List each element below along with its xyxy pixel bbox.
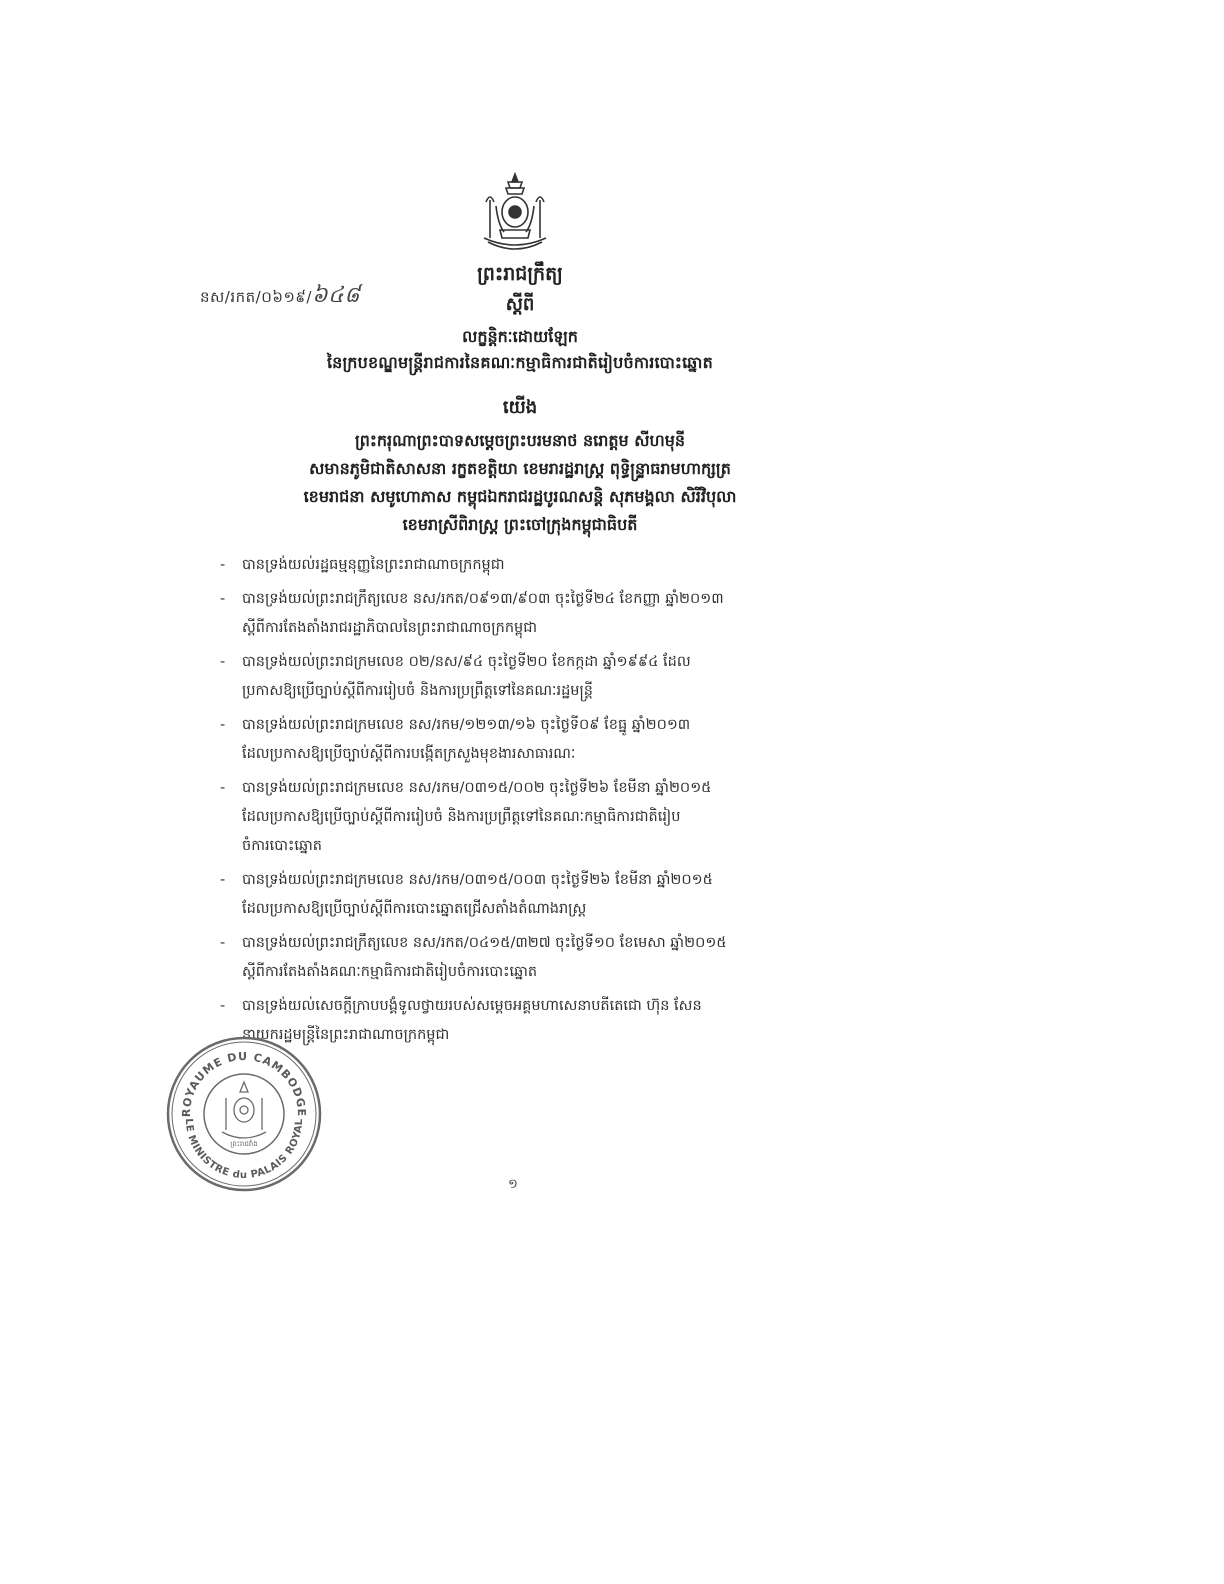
clause-line: បានទ្រង់យល់ព្រះរាជក្រមលេខ នស/រកម/១២១៣/១៦ ចុះថ្ងៃទី០៩ ខែធ្នូ ឆ្នាំ២០១៣ [242,717,691,733]
clause-item [220,648,820,706]
clause-line: បានទ្រង់យល់ព្រះរាជក្រមលេខ នស/រកម/០៣១៥/០០២ ចុះថ្ងៃទី២៦ ខែមីនា ឆ្នាំ២០១៥ [242,780,712,796]
royal-emblem-icon [478,172,552,252]
clause-item [220,866,820,924]
seal-text-top: ROYAUME DU CAMBODGE [179,1049,309,1118]
subject-label: ស្តីពី [505,294,535,315]
subject-line-1: លក្ខន្តិកៈដោយឡែក [462,327,578,346]
we-heading: យើង [502,397,538,418]
clause-dash: - [220,872,226,888]
king-title-line: សមានភូមិជាតិសាសនា រក្ខតខត្តិយា ខេមរារដ្ឋរាស្ត្រ ពុទ្ធិន្ទ្រាធរាមហាក្សត្រ [309,459,731,478]
clause-item [220,774,820,861]
clause-dash: - [220,654,226,670]
king-title-line: ព្រះករុណាព្រះបាទសម្តេចព្រះបរមនាថ នរោត្តម សីហមុនី [354,431,686,450]
clause-item [220,929,820,987]
clause-dash: - [220,591,226,607]
clause-line: ប្រកាសឱ្យប្រើច្បាប់ស្តីពីការរៀបចំ និងការប្រព្រឹត្តទៅនៃគណៈរដ្ឋមន្ត្រី [242,683,594,699]
seal-text-bottom: LE MINISTRE du PALAIS ROYAL [182,1118,306,1182]
clause-item [220,585,820,643]
reference-number-handwritten: ៦៤៨ [311,283,361,308]
clause-line: ចំការបោះឆ្នោត [242,838,323,854]
clause-dash: - [220,717,226,733]
considering-clauses [220,551,820,1055]
clause-line: បានទ្រង់យល់សេចក្តីក្រាបបង្គំទូលថ្វាយរបស់សម្តេចអគ្គមហាសេនាបតីតេជោ ហ៊ុន សែន [242,998,702,1014]
clause-line: ស្តីពីការតែងតាំងរាជរដ្ឋាភិបាលនៃព្រះរាជាណាចក្រកម្ពុជា [242,620,538,636]
king-title-line: ខេមរាស្រីពិរាស្ត្រ ព្រះចៅក្រុងកម្ពុជាធិបតី [402,515,638,534]
clause-item [220,711,820,769]
page-number: ១ [508,1177,518,1192]
clause-dash: - [220,780,226,796]
clause-line: ដែលប្រកាសឱ្យប្រើច្បាប់ស្តីពីការរៀបចំ និងការប្រព្រឹត្តទៅនៃគណៈកម្មាធិការជាតិរៀប [242,809,681,825]
king-title-line: ខេមរាជនា សមូហោភាស កម្ពុជឯករាជរដ្ឋបូរណសន្តិ សុភមង្គលា សិរីវិបុលា [303,487,737,506]
reference-number-printed: នស/រកត/០៦១៩/ [200,288,312,306]
clause-line: ស្តីពីការតែងតាំងគណៈកម្មាធិការជាតិរៀបចំការបោះឆ្នោត [242,964,538,980]
decree-title: ព្រះរាជក្រឹត្យ [477,263,563,285]
seal-inner-text: ព្រះរាជវាំង [230,1140,258,1148]
clause-line: ដែលប្រកាសឱ្យប្រើច្បាប់ស្តីពីការបោះឆ្នោតជ្រើសតាំងតំណាងរាស្ត្រ [242,901,587,917]
subject-line-2: នៃក្របខណ្ឌមន្ត្រីរាជការនៃគណៈកម្មាធិការជាតិរៀបចំការបោះឆ្នោត [327,353,713,372]
clause-line: បានទ្រង់យល់ព្រះរាជក្រមលេខ នស/រកម/០៣១៥/០០៣ ចុះថ្ងៃទី២៦ ខែមីនា ឆ្នាំ២០១៥ [242,872,713,888]
clause-line: ដែលប្រកាសឱ្យប្រើច្បាប់ស្តីពីការបង្កើតក្រសួងមុខងារសាធារណៈ [242,746,576,762]
clause-line: បានទ្រង់យល់ព្រះរាជក្រមលេខ ០២/នស/៩៤ ចុះថ្ងៃទី២០ ខែកក្កដា ឆ្នាំ១៩៩៤ ដែល [242,654,691,670]
clause-line: បានទ្រង់យល់ព្រះរាជក្រឹត្យលេខ នស/រកត/០៩១៣/៩០៣ ចុះថ្ងៃទី២៤ ខែកញ្ញា ឆ្នាំ២០១៣ [242,591,724,607]
clause-line: បានទ្រង់យល់រដ្ឋធម្មនុញ្ញនៃព្រះរាជាណាចក្រកម្ពុជា [242,557,505,573]
clause-line: បានទ្រង់យល់ព្រះរាជក្រឹត្យលេខ នស/រកត/០៤១៥/៣២៧ ចុះថ្ងៃទី១០ ខែមេសា ឆ្នាំ២០១៥ [242,935,727,951]
clause-dash: - [220,935,226,951]
clause-dash: - [220,998,226,1014]
clause-line: នាយករដ្ឋមន្ត្រីនៃព្រះរាជាណាចក្រកម្ពុជា [242,1027,450,1043]
clause-item [220,551,820,580]
official-seal-icon [164,1034,324,1194]
clause-dash: - [220,557,226,573]
